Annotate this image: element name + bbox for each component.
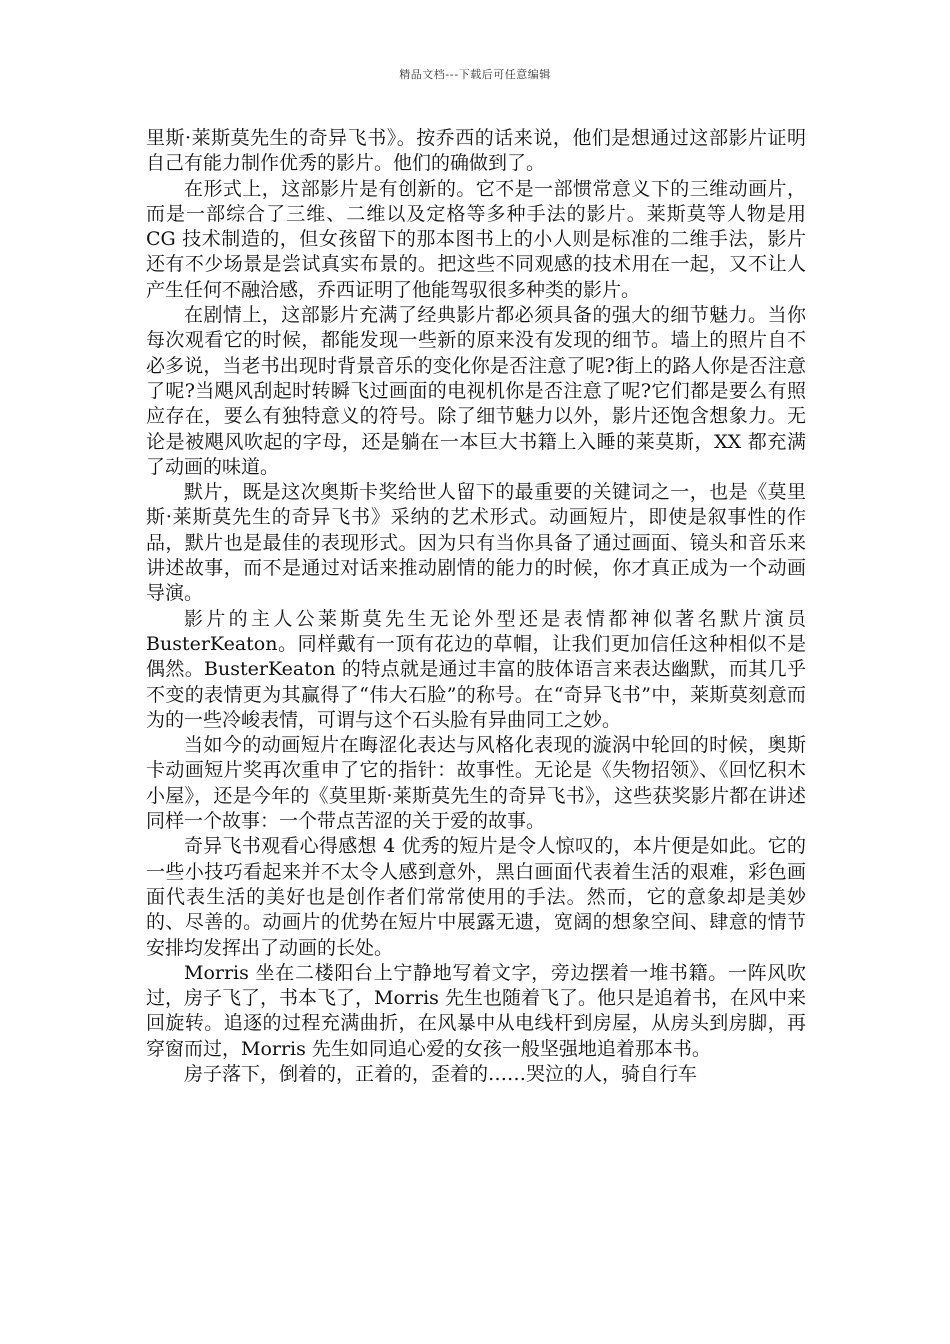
paragraph-8: Morris 坐在二楼阳台上宁静地写着文字，旁边摆着一堆书籍。一阵风吹过，房子飞了，书本飞了，Morris 先生也随着飞了。他只是追着书，在风中来回旋转。追逐的过程充满曲折，在风暴中从电线杆到房屋，从房头到房脚，再穿窗而过，Morris 先生如同追心爱的女孩一般坚强地追着那本书。: [146, 961, 806, 1060]
paragraph-5: 影片的主人公莱斯莫先生无论外型还是表情都神似著名默片演员 BusterKeaton。同样戴有一顶有花边的草帽，让我们更加信任这种相似不是偶然。BusterKeaton 的特点就是通过丰富的肢体语言来表达幽默，而其几乎不变的表情更为其赢得了“伟大石脸”的称号。在“奇异飞书”中，莱斯莫刻意而为的一些冷峻表情，可谓与这个石头脸有异曲同工之妙。: [146, 607, 806, 731]
page-header: 精品文档---下载后可任意编辑: [399, 68, 551, 81]
paragraph-7: 奇异飞书观看心得感想 4 优秀的短片是令人惊叹的，本片便是如此。它的一些小技巧看起来并不太令人感到意外，黑白画面代表着生活的艰难，彩色画面代表生活的美好也是创作者们常常使用的手法。然而，它的意象却是美妙的、尽善的。动画片的优势在短片中展露无遗，宽阔的想象空间、肆意的情节安排均发挥出了动画的长处。: [146, 835, 806, 959]
document-body: [146, 126, 806, 1087]
paragraph-4: 默片，既是这次奥斯卡奖给世人留下的最重要的关键词之一，也是《莫里斯·莱斯莫先生的奇异飞书》采纳的艺术形式。动画短片，即使是叙事性的作品，默片也是最佳的表现形式。因为只有当你具备了通过画面、镜头和音乐来讲述故事，而不是通过对话来推动剧情的能力的时候，你才真正成为一个动画导演。: [146, 481, 806, 605]
paragraph-9: 房子落下，倒着的，正着的，歪着的……哭泣的人，骑自行车: [184, 1062, 698, 1085]
paragraph-1: 里斯·莱斯莫先生的奇异飞书》。按乔西的话来说，他们是想通过这部影片证明自己有能力制作优秀的影片。他们的确做到了。: [146, 127, 806, 175]
paragraph-6: 当如今的动画短片在晦涩化表达与风格化表现的漩涡中轮回的时候，奥斯卡动画短片奖再次重申了它的指针：故事性。无论是《失物招领》、《回忆积木小屋》，还是今年的《莫里斯·莱斯莫先生的奇异飞书》，这些获奖影片都在讲述同样一个故事：一个带点苦涩的关于爱的故事。: [146, 734, 806, 833]
paragraph-2: 在形式上，这部影片是有创新的。它不是一部惯常意义下的三维动画片，而是一部综合了三维、二维以及定格等多种手法的影片。莱斯莫等人物是用 CG 技术制造的，但女孩留下的那本图书上的小人则是标准的二维手法，影片还有不少场景是尝试真实布景的。把这些不同观感的技术用在一起，又不让人产生任何不融洽感，乔西证明了他能驾驭很多种类的影片。: [146, 177, 806, 301]
paragraph-3: 在剧情上，这部影片充满了经典影片都必须具备的强大的细节魅力。当你每次观看它的时候，都能发现一些新的原来没有发现的细节。墙上的照片自不必多说，当老书出现时背景音乐的变化你是否注意了呢?街上的路人你是否注意了呢?当飓风刮起时转瞬飞过画面的电视机你是否注意了呢?它们都是要么有照应存在，要么有独特意义的符号。除了细节魅力以外，影片还饱含想象力。无论是被飓风吹起的字母，还是躺在一本巨大书籍上入睡的莱莫斯，XX 都充满了动画的味道。: [146, 304, 806, 478]
